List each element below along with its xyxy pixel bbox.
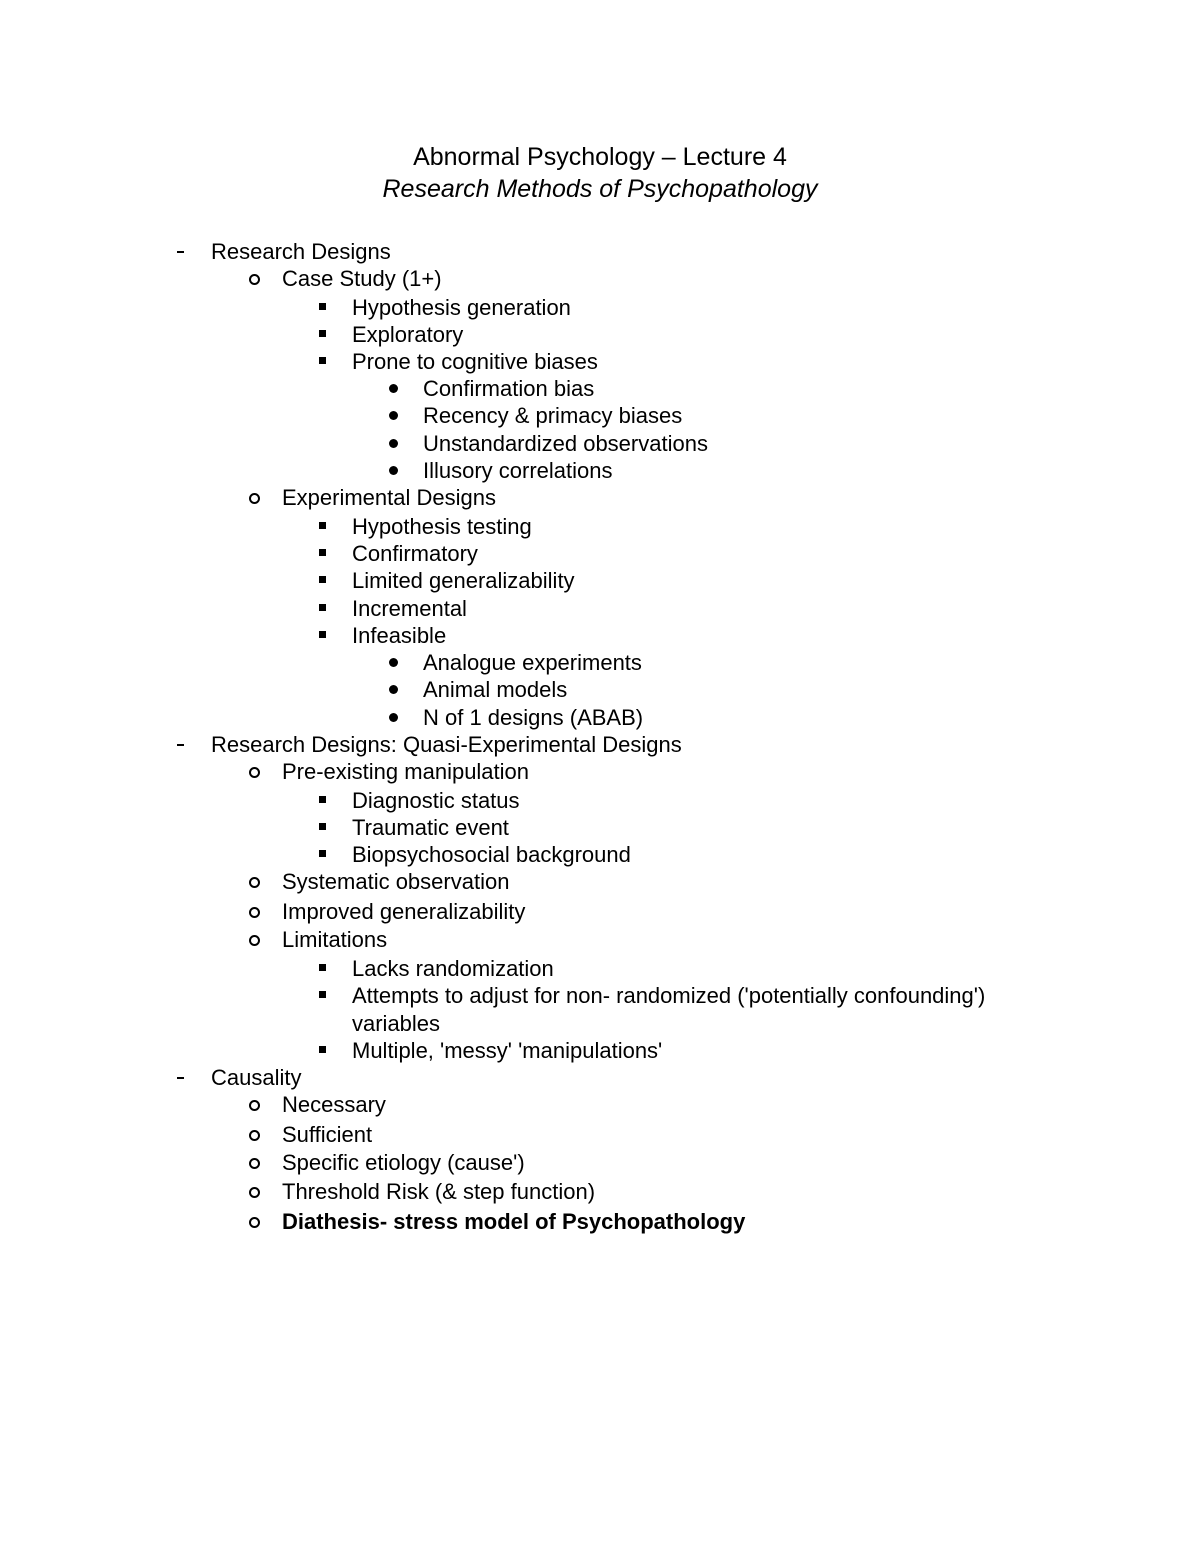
dot-bullet-icon [389, 384, 398, 393]
outline-item-text: Confirmatory [352, 541, 478, 566]
outline-item-level-4 [0, 402, 1200, 429]
outline-item-level-4 [0, 430, 1200, 457]
outline-item-text: Biopsychosocial background [352, 842, 631, 867]
outline-item-text: Case Study (1+) [282, 266, 442, 291]
outline-item-text: Confirmation bias [423, 376, 595, 401]
square-bullet-icon [319, 549, 326, 556]
outline-item-level-4 [0, 375, 1200, 402]
outline-item-text: Analogue experiments [423, 650, 642, 675]
outline-item-level-3 [0, 622, 1200, 649]
square-bullet-icon [319, 330, 326, 337]
document-subtitle: Research Methods of Psychopathology [382, 175, 818, 203]
outline-item-level-1 [0, 1064, 1200, 1091]
circle-bullet-icon [249, 1100, 260, 1111]
outline-item-text: Attempts to adjust for non- randomized ('potentially confounding') variables [352, 983, 986, 1036]
circle-bullet-icon [249, 1158, 260, 1169]
outline-item-level-3 [0, 955, 1200, 982]
square-bullet-icon [319, 303, 326, 310]
outline-item-text: Specific etiology (cause') [282, 1150, 525, 1175]
circle-bullet-icon [249, 1187, 260, 1198]
outline-item-level-2 [0, 926, 1200, 953]
dot-bullet-icon [389, 713, 398, 722]
circle-bullet-icon [249, 493, 260, 504]
outline-item-level-2 [0, 265, 1200, 292]
outline-item-text: Illusory correlations [423, 458, 613, 483]
outline-item-text: Prone to cognitive biases [352, 349, 598, 374]
outline-item-level-2 [0, 1208, 1200, 1235]
outline-item-level-2 [0, 1091, 1200, 1118]
square-bullet-icon [319, 991, 326, 998]
outline-item-text: Traumatic event [352, 815, 509, 840]
outline-item-level-3 [0, 348, 1200, 375]
outline-item-text: Necessary [282, 1092, 386, 1117]
circle-bullet-icon [249, 1217, 260, 1228]
outline-item-level-1 [0, 238, 1200, 265]
outline-item-level-3 [0, 814, 1200, 841]
outline-item-level-4 [0, 649, 1200, 676]
outline-item-text: Limited generalizability [352, 568, 575, 593]
outline-item-text: Lacks randomization [352, 956, 554, 981]
outline-item-text: Improved generalizability [282, 899, 526, 924]
outline-item-level-4 [0, 676, 1200, 703]
square-bullet-icon [319, 796, 326, 803]
square-bullet-icon [319, 604, 326, 611]
outline-item-level-3 [0, 841, 1200, 868]
outline-item-level-2 [0, 1178, 1200, 1205]
circle-bullet-icon [249, 907, 260, 918]
circle-bullet-icon [249, 935, 260, 946]
square-bullet-icon [319, 850, 326, 857]
outline-item-level-2 [0, 1121, 1200, 1148]
circle-bullet-icon [249, 767, 260, 778]
outline-item-text: Incremental [352, 596, 467, 621]
square-bullet-icon [319, 576, 326, 583]
outline-item-text: Exploratory [352, 322, 464, 347]
outline-item-text: Hypothesis testing [352, 514, 532, 539]
outline-item-level-2 [0, 484, 1200, 511]
outline-item-level-3 [0, 540, 1200, 567]
square-bullet-icon [319, 522, 326, 529]
outline-item-level-2 [0, 1149, 1200, 1176]
dash-bullet-icon [177, 744, 184, 746]
outline-item-text: Causality [211, 1065, 302, 1090]
outline-item-level-1 [0, 731, 1200, 758]
outline-item-level-3 [0, 1037, 1200, 1064]
dot-bullet-icon [389, 439, 398, 448]
outline-item-text: Research Designs [211, 239, 391, 264]
outline-item-text: Multiple, 'messy' 'manipulations' [352, 1038, 663, 1063]
outline-item-level-4 [0, 457, 1200, 484]
square-bullet-icon [319, 631, 326, 638]
outline-item-text: Diagnostic status [352, 788, 520, 813]
square-bullet-icon [319, 823, 326, 830]
outline-item-text: Sufficient [282, 1122, 373, 1147]
circle-bullet-icon [249, 877, 260, 888]
dot-bullet-icon [389, 411, 398, 420]
dot-bullet-icon [389, 466, 398, 475]
outline-item-level-3 [0, 567, 1200, 594]
outline-item-text: Unstandardized observations [423, 431, 708, 456]
outline-item-level-2 [0, 898, 1200, 925]
circle-bullet-icon [249, 1130, 260, 1141]
outline-item-text: Research Designs: Quasi-Experimental Designs [211, 732, 682, 757]
outline-item-text: Animal models [423, 677, 568, 702]
outline-item-level-4 [0, 704, 1200, 731]
square-bullet-icon [319, 1046, 326, 1053]
outline-item-level-3 [0, 595, 1200, 622]
circle-bullet-icon [249, 274, 260, 285]
outline-item-level-3 [0, 513, 1200, 540]
outline-item-text: Hypothesis generation [352, 295, 571, 320]
outline-item-text: Infeasible [352, 623, 447, 648]
outline-item-text: N of 1 designs (ABAB) [423, 705, 644, 730]
outline-item-text: Diathesis- stress model of Psychopathology [282, 1209, 746, 1234]
outline-item-level-2 [0, 868, 1200, 895]
outline-item-level-3 [0, 294, 1200, 321]
dot-bullet-icon [389, 685, 398, 694]
outline-item-level-3 [0, 321, 1200, 348]
square-bullet-icon [319, 964, 326, 971]
outline-item-text: Systematic observation [282, 869, 510, 894]
outline-item-text: Experimental Designs [282, 485, 496, 510]
square-bullet-icon [319, 357, 326, 364]
dash-bullet-icon [177, 251, 184, 253]
outline-item-text: Limitations [282, 927, 388, 952]
outline-item-text: Recency & primacy biases [423, 403, 683, 428]
outline-item-level-3 [0, 787, 1200, 814]
dot-bullet-icon [389, 658, 398, 667]
outline-item-level-2 [0, 758, 1200, 785]
outline-item-text: Threshold Risk (& step function) [282, 1179, 596, 1204]
outline-item-level-3 [0, 982, 1200, 1038]
document-title: Abnormal Psychology – Lecture 4 [413, 143, 787, 171]
outline-item-text: Pre-existing manipulation [282, 759, 530, 784]
dash-bullet-icon [177, 1077, 184, 1079]
